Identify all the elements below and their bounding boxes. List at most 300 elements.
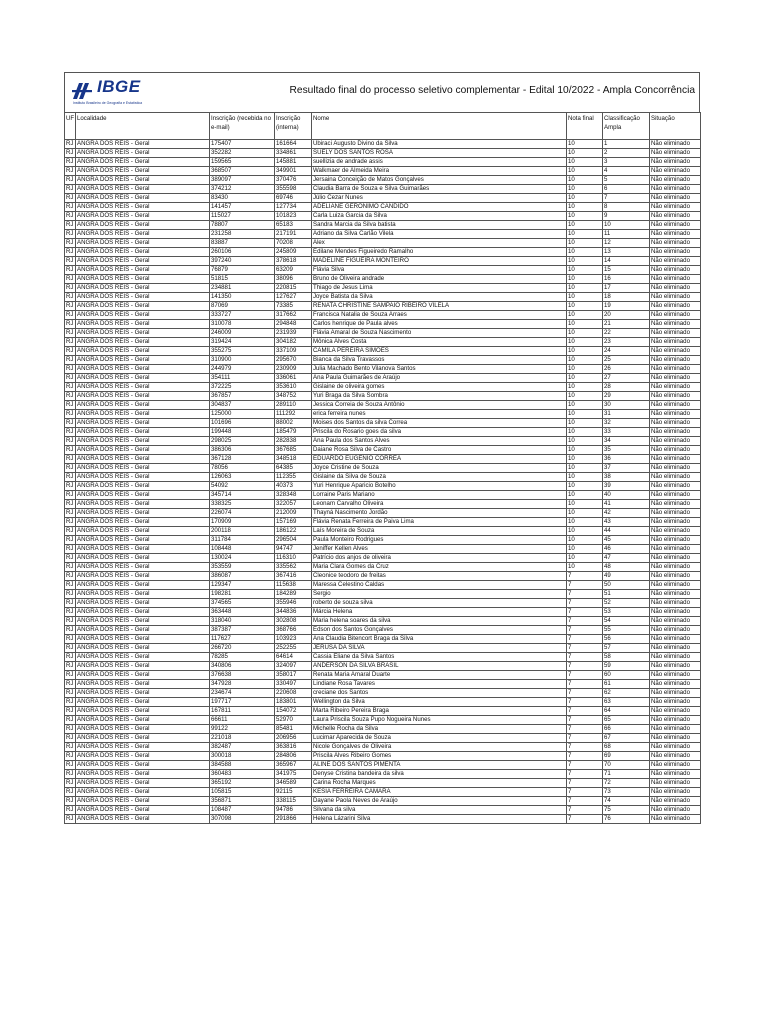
col-uf-cell: RJ [65,527,76,536]
col-situacao-cell: Não eliminado [650,158,701,167]
col-situacao-cell: Não eliminado [650,383,701,392]
col-situacao-cell: Não eliminado [650,221,701,230]
table-row [65,401,701,410]
col-inscricao-interna-cell: 154072 [275,707,312,716]
col-situacao-cell: Não eliminado [650,455,701,464]
table-row [65,815,701,824]
col-situacao-cell: Não eliminado [650,797,701,806]
col-nome-cell: Gislaine da Silva de Souza [312,473,567,482]
col-localidade-cell: ANGRA DOS REIS - Geral [76,689,210,698]
col-inscricao-email-cell: 365192 [210,779,275,788]
col-nota-final-cell: 10 [567,446,603,455]
col-nota-final-cell: 7 [567,698,603,707]
col-localidade-cell: ANGRA DOS REIS - Geral [76,275,210,284]
col-uf-cell: RJ [65,374,76,383]
col-nota-final-cell: 10 [567,239,603,248]
col-nome-cell: Denyse Cristina bandeira da silva [312,770,567,779]
col-uf-cell: RJ [65,446,76,455]
col-nota-final-cell: 10 [567,248,603,257]
col-localidade-cell: ANGRA DOS REIS - Geral [76,239,210,248]
col-situacao-cell: Não eliminado [650,194,701,203]
col-localidade-cell: ANGRA DOS REIS - Geral [76,437,210,446]
col-nota-final-cell: 10 [567,491,603,500]
col-classificacao-cell: 66 [603,725,650,734]
col-uf-cell: RJ [65,572,76,581]
col-uf-cell: RJ [65,203,76,212]
col-nota-final-cell: 7 [567,599,603,608]
col-inscricao-interna-cell: 40373 [275,482,312,491]
col-nota-final-cell: 10 [567,554,603,563]
col-classificacao-cell: 32 [603,419,650,428]
col-nota-final-cell: 10 [567,167,603,176]
col-situacao-cell: Não eliminado [650,437,701,446]
col-inscricao-interna-cell: 341975 [275,770,312,779]
col-inscricao-email-cell: 367857 [210,392,275,401]
col-classificacao-cell: 3 [603,158,650,167]
col-inscricao-interna-header: Inscrição (interna) [275,113,312,140]
table-row [65,266,701,275]
col-classificacao-cell: 49 [603,572,650,581]
col-inscricao-email-cell: 129347 [210,581,275,590]
table-row [65,221,701,230]
col-inscricao-email-cell: 298025 [210,437,275,446]
col-uf-cell: RJ [65,608,76,617]
col-situacao-cell: Não eliminado [650,356,701,365]
col-classificacao-cell: 25 [603,356,650,365]
table-row [65,410,701,419]
col-nome-cell: Bruno de Oliveira andrade [312,275,567,284]
col-classificacao-cell: 73 [603,788,650,797]
table-row [65,707,701,716]
col-localidade-cell: ANGRA DOS REIS - Geral [76,464,210,473]
col-localidade-cell: ANGRA DOS REIS - Geral [76,482,210,491]
col-nota-final-cell: 10 [567,518,603,527]
col-nota-final-cell: 7 [567,689,603,698]
col-situacao-cell: Não eliminado [650,149,701,158]
col-situacao-cell: Não eliminado [650,140,701,149]
col-inscricao-email-cell: 221018 [210,734,275,743]
col-inscricao-interna-cell: 358017 [275,671,312,680]
col-nome-cell: Dayane Paola Neves de Araújo [312,797,567,806]
col-localidade-cell: ANGRA DOS REIS - Geral [76,428,210,437]
col-uf-cell: RJ [65,284,76,293]
col-nota-final-cell: 7 [567,662,603,671]
col-situacao-cell: Não eliminado [650,698,701,707]
col-nota-final-cell: 7 [567,815,603,824]
logo-text: IBGE [97,77,141,96]
col-inscricao-interna-cell: 355946 [275,599,312,608]
table-row [65,797,701,806]
col-localidade-cell: ANGRA DOS REIS - Geral [76,329,210,338]
table-row [65,491,701,500]
col-uf-cell: RJ [65,140,76,149]
col-situacao-cell: Não eliminado [650,536,701,545]
col-classificacao-cell: 31 [603,410,650,419]
col-uf-cell: RJ [65,500,76,509]
col-localidade-cell: ANGRA DOS REIS - Geral [76,572,210,581]
col-nome-cell: suellizia de andrade assis [312,158,567,167]
table-row [65,527,701,536]
col-situacao-cell: Não eliminado [650,734,701,743]
col-inscricao-interna-cell: 217191 [275,230,312,239]
col-situacao-cell: Não eliminado [650,626,701,635]
col-inscricao-interna-cell: 52970 [275,716,312,725]
col-localidade-cell: ANGRA DOS REIS - Geral [76,203,210,212]
col-inscricao-interna-cell: 88002 [275,419,312,428]
col-classificacao-cell: 18 [603,293,650,302]
col-situacao-cell: Não eliminado [650,770,701,779]
col-uf-cell: RJ [65,176,76,185]
col-inscricao-email-cell: 170909 [210,518,275,527]
col-inscricao-email-cell: 76879 [210,266,275,275]
col-nota-final-cell: 10 [567,212,603,221]
table-row [65,140,701,149]
col-situacao-cell: Não eliminado [650,725,701,734]
col-nota-final-cell: 7 [567,725,603,734]
col-nota-final-cell: 7 [567,788,603,797]
col-inscricao-interna-cell: 349901 [275,167,312,176]
col-classificacao-cell: 70 [603,761,650,770]
table-body [65,140,701,824]
col-nota-final-cell: 7 [567,617,603,626]
col-uf-cell: RJ [65,383,76,392]
col-localidade-cell: ANGRA DOS REIS - Geral [76,617,210,626]
col-localidade-cell: ANGRA DOS REIS - Geral [76,761,210,770]
col-situacao-cell: Não eliminado [650,545,701,554]
table-row [65,599,701,608]
table-row [65,455,701,464]
col-nome-cell: Yuri Henrique Aparicio Botelho [312,482,567,491]
ibge-logo-icon [71,81,93,101]
table-row [65,662,701,671]
col-localidade-cell: ANGRA DOS REIS - Geral [76,338,210,347]
col-inscricao-email-cell: 126063 [210,473,275,482]
col-situacao-cell: Não eliminado [650,680,701,689]
col-inscricao-interna-cell: 185479 [275,428,312,437]
col-nome-cell: Júlio Cezar Nunes [312,194,567,203]
col-classificacao-cell: 63 [603,698,650,707]
results-sheet [64,72,700,992]
col-nome-cell: Mônica Alves Costa [312,338,567,347]
col-classificacao-cell: 27 [603,374,650,383]
col-localidade-cell: ANGRA DOS REIS - Geral [76,662,210,671]
col-localidade-cell: ANGRA DOS REIS - Geral [76,410,210,419]
col-classificacao-cell: 71 [603,770,650,779]
col-uf-cell: RJ [65,779,76,788]
col-nota-final-cell: 10 [567,266,603,275]
col-nota-final-cell: 7 [567,743,603,752]
col-uf-cell: RJ [65,725,76,734]
table-row [65,185,701,194]
col-nome-cell: Priscila Alves Ribeiro Gomes [312,752,567,761]
col-localidade-cell: ANGRA DOS REIS - Geral [76,257,210,266]
col-inscricao-email-cell: 318040 [210,617,275,626]
col-nome-cell: JERUSA DA SILVA [312,644,567,653]
col-inscricao-email-cell: 51815 [210,275,275,284]
col-nota-final-cell: 7 [567,653,603,662]
col-inscricao-interna-cell: 328348 [275,491,312,500]
col-classificacao-cell: 60 [603,671,650,680]
col-uf-cell: RJ [65,419,76,428]
col-uf-cell: RJ [65,680,76,689]
col-inscricao-interna-cell: 69746 [275,194,312,203]
col-nome-cell: Adriano da Silva Carlão Vilela [312,230,567,239]
col-inscricao-email-cell: 372225 [210,383,275,392]
col-nota-final-cell: 7 [567,626,603,635]
col-nota-final-cell: 7 [567,797,603,806]
col-classificacao-cell: 74 [603,797,650,806]
col-classificacao-cell: 2 [603,149,650,158]
col-situacao-cell: Não eliminado [650,815,701,824]
col-uf-cell: RJ [65,545,76,554]
col-nota-final-cell: 10 [567,455,603,464]
col-nome-cell: creciane dos Santos [312,689,567,698]
table-row [65,176,701,185]
col-uf-cell: RJ [65,275,76,284]
col-inscricao-email-cell: 333727 [210,311,275,320]
col-situacao-cell: Não eliminado [650,563,701,572]
col-uf-cell: RJ [65,563,76,572]
col-localidade-cell: ANGRA DOS REIS - Geral [76,797,210,806]
col-inscricao-interna-cell: 284806 [275,752,312,761]
col-inscricao-email-cell: 352282 [210,149,275,158]
col-inscricao-email-cell: 374565 [210,599,275,608]
col-situacao-cell: Não eliminado [650,707,701,716]
table-row [65,239,701,248]
col-localidade-cell: ANGRA DOS REIS - Geral [76,302,210,311]
col-classificacao-header: Classificação Ampla [603,113,650,140]
col-uf-cell: RJ [65,365,76,374]
col-localidade-cell: ANGRA DOS REIS - Geral [76,491,210,500]
col-uf-cell: RJ [65,212,76,221]
table-row [65,284,701,293]
col-inscricao-interna-cell: 355598 [275,185,312,194]
col-classificacao-cell: 57 [603,644,650,653]
col-uf-cell: RJ [65,761,76,770]
col-nota-final-cell: 10 [567,275,603,284]
col-classificacao-cell: 9 [603,212,650,221]
col-classificacao-cell: 22 [603,329,650,338]
col-localidade-cell: ANGRA DOS REIS - Geral [76,635,210,644]
col-inscricao-interna-cell: 245809 [275,248,312,257]
table-row [65,752,701,761]
col-localidade-header: Localidade [76,113,210,140]
col-uf-cell: RJ [65,455,76,464]
col-classificacao-cell: 76 [603,815,650,824]
col-situacao-cell: Não eliminado [650,491,701,500]
sheet-header [64,72,700,112]
col-localidade-cell: ANGRA DOS REIS - Geral [76,608,210,617]
col-nome-cell: Walkmaer de Almeida Meira [312,167,567,176]
col-inscricao-email-cell: 175407 [210,140,275,149]
col-situacao-cell: Não eliminado [650,788,701,797]
col-situacao-cell: Não eliminado [650,572,701,581]
col-nome-cell: ADELIANE GERONIMO CANDIDO [312,203,567,212]
col-localidade-cell: ANGRA DOS REIS - Geral [76,383,210,392]
col-inscricao-interna-cell: 65183 [275,221,312,230]
col-nota-final-cell: 10 [567,536,603,545]
col-classificacao-cell: 30 [603,401,650,410]
col-nome-cell: Julia Machado Bento Vilanova Santos [312,365,567,374]
col-inscricao-interna-cell: 63209 [275,266,312,275]
col-nome-cell: Priscila do Rosario goes da silva [312,428,567,437]
col-uf-cell: RJ [65,644,76,653]
col-nome-cell: Silvana da silva [312,806,567,815]
col-nome-cell: Jeniffer Kellen Alves [312,545,567,554]
col-classificacao-cell: 16 [603,275,650,284]
col-inscricao-interna-cell: 291866 [275,815,312,824]
col-inscricao-interna-cell: 282838 [275,437,312,446]
col-classificacao-cell: 12 [603,239,650,248]
col-situacao-cell: Não eliminado [650,752,701,761]
col-situacao-cell: Não eliminado [650,428,701,437]
col-nome-cell: Claudia Barra de Souza e Silva Guimarães [312,185,567,194]
col-nota-final-cell: 10 [567,563,603,572]
table-row [65,554,701,563]
table-row [65,653,701,662]
col-nota-final-cell: 10 [567,365,603,374]
col-inscricao-interna-cell: 206956 [275,734,312,743]
col-inscricao-interna-cell: 289110 [275,401,312,410]
col-inscricao-email-cell: 376638 [210,671,275,680]
col-classificacao-cell: 43 [603,518,650,527]
col-nota-final-cell: 10 [567,383,603,392]
document-title: Resultado final do processo seletivo complementar - Edital 10/2022 - Ampla Concorrência [289,85,695,96]
col-nome-cell: Jersaina Conceição de Matos Gonçalves [312,176,567,185]
col-inscricao-email-cell: 311784 [210,536,275,545]
col-nota-final-cell: 7 [567,572,603,581]
results-table [64,112,701,824]
col-inscricao-interna-cell: 184289 [275,590,312,599]
col-uf-cell: RJ [65,716,76,725]
col-uf-cell: RJ [65,167,76,176]
col-inscricao-email-cell: 200118 [210,527,275,536]
col-nota-final-cell: 10 [567,437,603,446]
col-classificacao-cell: 72 [603,779,650,788]
col-nota-final-cell: 10 [567,311,603,320]
col-classificacao-cell: 34 [603,437,650,446]
col-classificacao-cell: 28 [603,383,650,392]
col-classificacao-cell: 62 [603,689,650,698]
col-inscricao-interna-cell: 186122 [275,527,312,536]
col-uf-cell: RJ [65,320,76,329]
table-row [65,671,701,680]
col-situacao-cell: Não eliminado [650,581,701,590]
col-classificacao-cell: 5 [603,176,650,185]
col-nota-final-cell: 10 [567,545,603,554]
col-localidade-cell: ANGRA DOS REIS - Geral [76,221,210,230]
col-nota-final-cell: 10 [567,176,603,185]
table-row [65,626,701,635]
col-uf-cell: RJ [65,509,76,518]
col-situacao-cell: Não eliminado [650,239,701,248]
col-classificacao-cell: 41 [603,500,650,509]
col-nome-cell: Márcia Helena [312,608,567,617]
col-nome-cell: Flávia Amaral de Souza Nascimento [312,329,567,338]
col-situacao-cell: Não eliminado [650,464,701,473]
col-situacao-cell: Não eliminado [650,509,701,518]
col-classificacao-cell: 58 [603,653,650,662]
col-localidade-cell: ANGRA DOS REIS - Geral [76,266,210,275]
col-inscricao-interna-cell: 116310 [275,554,312,563]
col-classificacao-cell: 75 [603,806,650,815]
col-localidade-cell: ANGRA DOS REIS - Geral [76,806,210,815]
col-situacao-cell: Não eliminado [650,320,701,329]
col-inscricao-interna-cell: 322057 [275,500,312,509]
table-row [65,257,701,266]
col-nome-cell: Edson dos Santos Gonçalves [312,626,567,635]
col-nome-cell: EDUARDO EUGENIO CORREA [312,455,567,464]
col-uf-cell: RJ [65,194,76,203]
col-nota-final-cell: 7 [567,608,603,617]
col-uf-cell: RJ [65,311,76,320]
col-nota-final-cell: 10 [567,392,603,401]
col-uf-cell: RJ [65,617,76,626]
col-uf-cell: RJ [65,149,76,158]
table-row [65,581,701,590]
header-row [65,113,701,140]
col-inscricao-email-cell: 307098 [210,815,275,824]
table-row [65,680,701,689]
col-uf-cell: RJ [65,671,76,680]
table-row [65,419,701,428]
table-row [65,311,701,320]
col-classificacao-cell: 48 [603,563,650,572]
col-localidade-cell: ANGRA DOS REIS - Geral [76,149,210,158]
table-row [65,509,701,518]
table-row [65,230,701,239]
table-row [65,536,701,545]
col-inscricao-email-cell: 234881 [210,284,275,293]
col-inscricao-email-cell: 197717 [210,698,275,707]
col-nome-cell: Joyce Cristine de Souza [312,464,567,473]
table-row [65,698,701,707]
col-localidade-cell: ANGRA DOS REIS - Geral [76,716,210,725]
table-header [65,113,701,140]
col-uf-cell: RJ [65,653,76,662]
col-classificacao-cell: 4 [603,167,650,176]
col-nome-cell: Sergio [312,590,567,599]
col-situacao-cell: Não eliminado [650,671,701,680]
col-nota-final-cell: 10 [567,230,603,239]
col-classificacao-cell: 11 [603,230,650,239]
col-nota-final-cell: 10 [567,149,603,158]
col-uf-cell: RJ [65,338,76,347]
col-inscricao-interna-cell: 304182 [275,338,312,347]
col-inscricao-interna-cell: 346589 [275,779,312,788]
col-situacao-cell: Não eliminado [650,806,701,815]
col-nota-final-cell: 7 [567,716,603,725]
col-uf-cell: RJ [65,410,76,419]
col-nome-cell: Moises dos Santos da silva Correa [312,419,567,428]
col-inscricao-email-cell: 244979 [210,365,275,374]
col-nome-cell: KESIA FERREIRA CAMARA [312,788,567,797]
col-nome-cell: Yuri Braga da Silva Sombra [312,392,567,401]
col-nota-final-cell: 10 [567,203,603,212]
col-inscricao-email-cell: 356871 [210,797,275,806]
col-classificacao-cell: 59 [603,662,650,671]
table-row [65,617,701,626]
col-inscricao-email-cell: 338325 [210,500,275,509]
col-inscricao-interna-cell: 85481 [275,725,312,734]
col-localidade-cell: ANGRA DOS REIS - Geral [76,518,210,527]
col-nome-cell: SUELY DOS SANTOS ROSA [312,149,567,158]
col-nome-cell: Carlos henrique de Paula alves [312,320,567,329]
col-localidade-cell: ANGRA DOS REIS - Geral [76,734,210,743]
col-uf-cell: RJ [65,221,76,230]
col-situacao-cell: Não eliminado [650,329,701,338]
col-uf-cell: RJ [65,356,76,365]
